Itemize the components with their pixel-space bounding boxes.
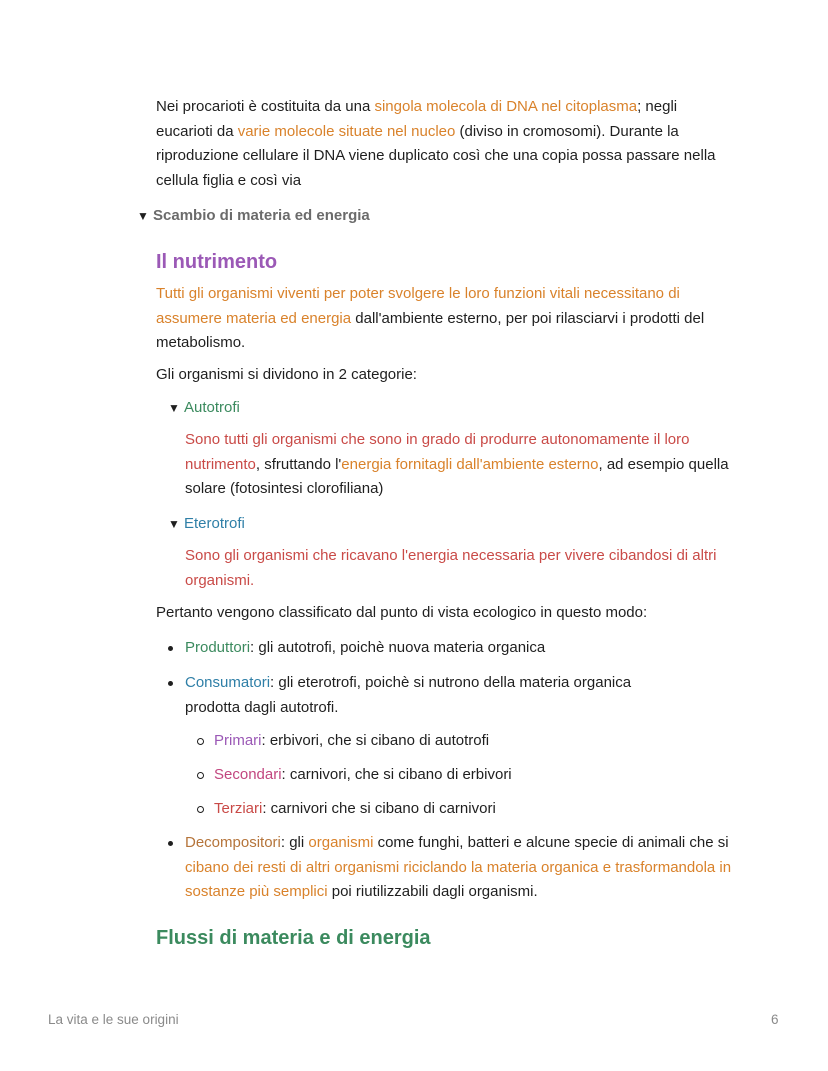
toggle-scambio[interactable] — [137, 206, 370, 226]
list-item-produttori — [185, 636, 745, 661]
intro-paragraph — [156, 95, 736, 193]
heading-flussi: Flussi di materia e di energia — [156, 927, 431, 949]
footer-page-number: 6 — [771, 1012, 779, 1027]
list-item-consumatori — [185, 671, 685, 720]
decompositori-text-2: come funghi, batteri e alcune specie di animali che si — [373, 834, 729, 851]
list-item-secondari — [214, 763, 512, 788]
triangle-down-icon: ▼ — [168, 517, 180, 531]
list-item-primari — [214, 729, 489, 754]
primari-text: : erbivori, che si cibano di autotrofi — [261, 732, 490, 749]
secondari-text: : carnivori, che si cibano di erbivori — [281, 766, 512, 783]
decompositori-highlight-1: organismi — [308, 834, 374, 851]
bullet-disc-icon — [168, 681, 173, 686]
consumatori-label: Consumatori — [185, 674, 271, 691]
intro-highlight-1: singola molecola di DNA nel citoplasma — [374, 98, 638, 115]
decompositori-label: Decompositori — [185, 834, 281, 851]
produttori-label: Produttori — [185, 639, 251, 656]
nutrimento-paragraph-2: Gli organismi si dividono in 2 categorie: — [156, 366, 417, 383]
consumatori-text: : gli eterotrofi, poichè si nutrono della materia organica prodotta dagli autotrofi. — [185, 674, 632, 716]
decompositori-text-1: : gli — [280, 834, 309, 851]
bullet-disc-icon — [168, 841, 173, 846]
terziari-label: Terziari — [214, 800, 263, 817]
intro-text-2: ; negli eucarioti da — [156, 98, 678, 140]
decompositori-text-3: poi riutilizzabili dagli organismi. — [327, 883, 538, 900]
secondari-label: Secondari — [214, 766, 282, 783]
intro-text-1: Nei procarioti è costituita da una — [156, 98, 375, 115]
toggle-autotrofi-title: Autotrofi — [184, 399, 240, 416]
bullet-circle-icon — [197, 772, 204, 779]
primari-label: Primari — [214, 732, 262, 749]
toggle-autotrofi[interactable] — [168, 398, 240, 418]
eterotrofi-paragraph: Sono gli organismi che ricavano l'energia necessaria per vivere cibandosi di altri organismi. — [185, 547, 717, 589]
classificazione-intro: Pertanto vengono classificato dal punto di vista ecologico in questo modo: — [156, 604, 648, 621]
terziari-text: : carnivori che si cibano di carnivori — [262, 800, 496, 817]
intro-highlight-2: varie molecole situate nel nucleo — [237, 122, 456, 140]
autotrofi-text-2: , ad esempio quella solare (fotosintesi clorofiliana) — [185, 455, 729, 497]
list-item-decompositori — [185, 831, 745, 905]
autotrofi-highlight-orange: energia fornitagli dall'ambiente esterno — [341, 455, 599, 473]
bullet-circle-icon — [197, 738, 204, 745]
bullet-circle-icon — [197, 806, 204, 813]
heading-nutrimento: Il nutrimento — [156, 251, 278, 273]
autotrofi-highlight-red: Sono tutti gli organismi che sono in grado di produrre autonomamente il loro nutrimento — [185, 431, 690, 473]
triangle-down-icon: ▼ — [168, 401, 180, 415]
nutrimento-paragraph-1 — [156, 282, 736, 356]
triangle-down-icon: ▼ — [137, 209, 149, 223]
nutrimento-highlight: Tutti gli organismi viventi per poter svolgere le loro funzioni vitali necessitano di assumere materia ed energia — [156, 285, 680, 327]
toggle-scambio-title: Scambio di materia ed energia — [153, 207, 370, 224]
list-item-terziari — [214, 797, 496, 822]
produttori-text: : gli autotrofi, poichè nuova materia organica — [250, 639, 546, 656]
nutrimento-text: dall'ambiente esterno, per poi rilasciarvi i prodotti del metabolismo. — [156, 309, 705, 351]
bullet-disc-icon — [168, 646, 173, 651]
decompositori-highlight-2: cibano dei resti di altri organismi riciclando la materia organica e trasformandola in sostanze più semplici — [185, 858, 732, 900]
autotrofi-text-1: , sfruttando l' — [255, 455, 342, 473]
toggle-eterotrofi-title: Eterotrofi — [184, 515, 245, 532]
autotrofi-paragraph — [185, 428, 735, 502]
footer-title: La vita e le sue origini — [48, 1012, 179, 1027]
intro-text-3: (diviso in cromosomi). Durante la riproduzione cellulare il DNA viene duplicato così che una copia possa passare nella cellula figlia e così via — [156, 122, 716, 189]
toggle-eterotrofi[interactable] — [168, 514, 245, 534]
